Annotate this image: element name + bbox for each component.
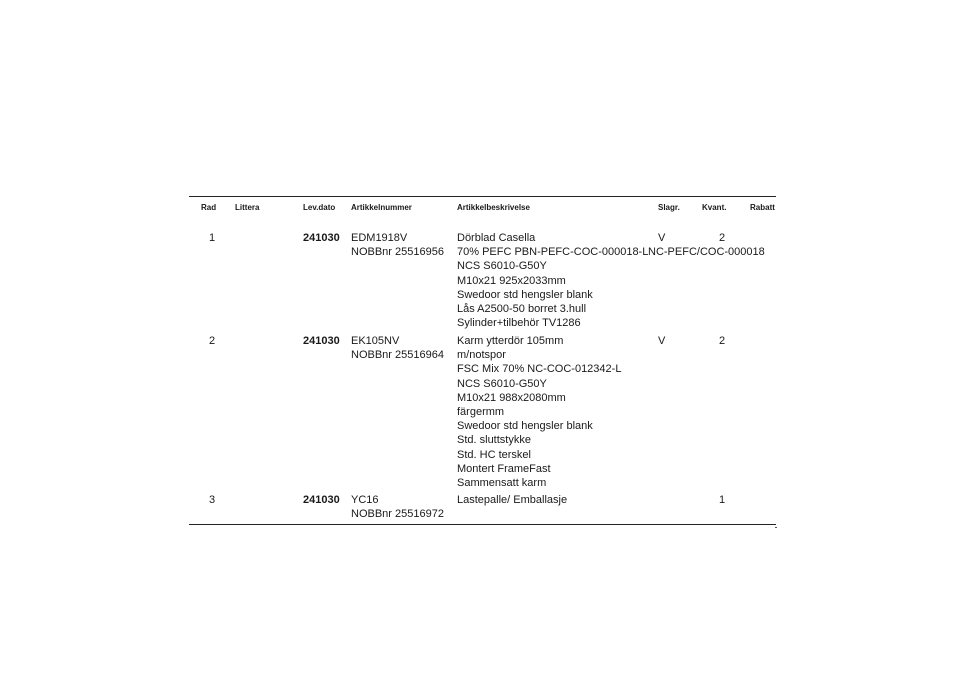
article-description: [457, 493, 567, 507]
stock-type: V: [658, 335, 666, 347]
nobb-number: NOBBnr 25516972: [351, 508, 444, 521]
table-bottom-rule: [189, 524, 776, 525]
nobb-number: NOBBnr 25516964: [351, 349, 444, 362]
header-rabatt: Rabatt: [750, 203, 775, 212]
description-line: Sylinder+tilbehör TV1286: [457, 317, 581, 330]
row-number: 3: [209, 494, 216, 506]
article-number: [351, 334, 444, 362]
certification-code: NC-PEFC/COC-000018: [648, 246, 765, 258]
stock-type: V: [658, 232, 666, 244]
description-line: Std. sluttstykke: [457, 434, 531, 447]
description-line: Lås A2500-50 borret 3.hull: [457, 303, 587, 316]
description-line: NCS S6010-G50Y: [457, 260, 547, 273]
article-code: YC16: [351, 494, 379, 506]
description-line: Dörblad Casella: [457, 232, 536, 244]
description-line: 70% PEFC PBN-PEFC-COC-000018-L: [457, 246, 649, 259]
description-line: m/notspor: [457, 349, 506, 362]
quantity: 2: [719, 232, 726, 244]
quantity: 1: [719, 494, 726, 506]
description-line: M10x21 925x2033mm: [457, 274, 566, 287]
article-number: [351, 231, 444, 259]
description-line: FSC Mix 70% NC-COC-012342-L: [457, 363, 622, 376]
article-number: [351, 493, 444, 521]
description-line: Sammensatt karm: [457, 477, 547, 490]
description-line: NCS S6010-G50Y: [457, 377, 547, 390]
table-top-rule: [189, 196, 776, 197]
article-description: [457, 231, 648, 330]
header-levdato: Lev.dato: [303, 203, 336, 212]
edge-mark: [775, 527, 777, 528]
quantity: 2: [719, 335, 726, 347]
delivery-date: 241030: [303, 494, 340, 506]
description-line: Swedoor std hengsler blank: [457, 420, 593, 433]
row-number: 2: [209, 335, 216, 347]
header-littera: Littera: [235, 203, 260, 212]
nobb-number: NOBBnr 25516956: [351, 246, 444, 259]
header-rad: Rad: [201, 203, 217, 212]
article-code: EK105NV: [351, 335, 400, 347]
article-code: EDM1918V: [351, 232, 408, 244]
description-line: Montert FrameFast: [457, 462, 551, 475]
delivery-date: 241030: [303, 335, 340, 347]
description-line: färgermm: [457, 406, 505, 419]
header-slagr: Slagr.: [658, 203, 680, 212]
header-artikkelbeskrivelse: Artikkelbeskrivelse: [457, 203, 530, 212]
header-kvant: Kvant.: [702, 203, 727, 212]
header-artikkelnummer: Artikkelnummer: [351, 203, 412, 212]
row-number: 1: [209, 232, 216, 244]
article-description: [457, 334, 621, 490]
description-line: Swedoor std hengsler blank: [457, 288, 593, 301]
description-line: Std. HC terskel: [457, 448, 531, 461]
description-line: Karm ytterdör 105mm: [457, 335, 564, 347]
delivery-date: 241030: [303, 232, 340, 244]
description-line: M10x21 988x2080mm: [457, 391, 566, 404]
description-line: Lastepalle/ Emballasje: [457, 494, 568, 506]
